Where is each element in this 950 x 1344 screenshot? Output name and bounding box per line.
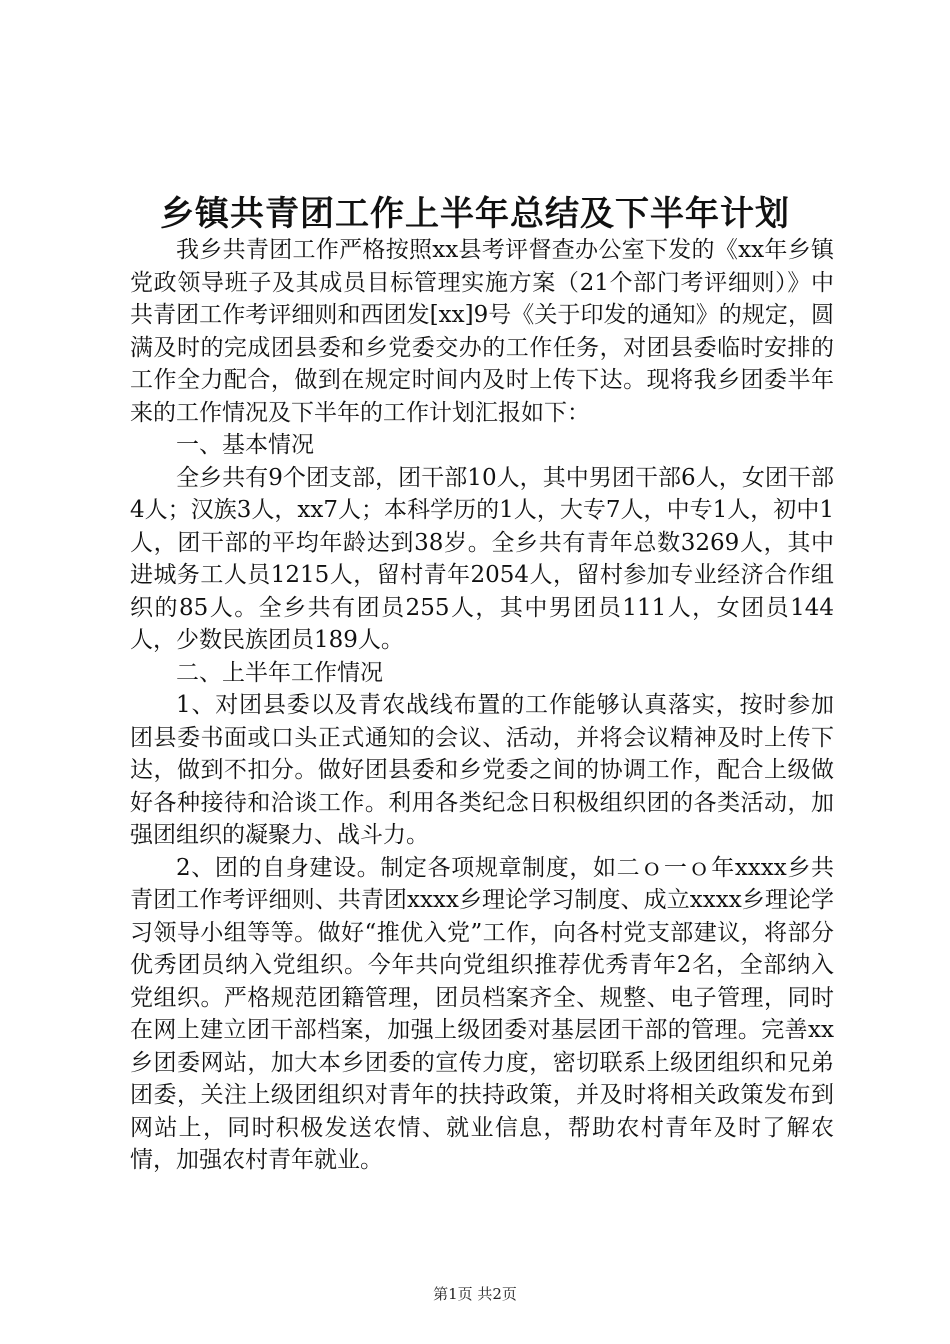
section-heading-first-half: 二、上半年工作情况 — [176, 659, 383, 686]
basic-info-paragraph: 全乡共有9个团支部，团干部10人，其中男团干部6人，女团干部4人；汉族3人，xx7人；本科学历的1人，大专7人，中专1人，初中1人，团干部的平均年龄达到38岁。全乡共有青年总数3269人，其中进城务工人员1215人，留村青年2054人，留村参加专业经济合作组织的85人。全乡共有团员255人，其中男团员111人，女团员144人，少数民族团员189人。 — [130, 464, 834, 653]
work-item-1-paragraph: 1、对团县委以及青农战线布置的工作能够认真落实，按时参加团县委书面或口头正式通知的会议、活动，并将会议精神及时上传下达，做到不扣分。做好团县委和乡党委之间的协调工作，配合上级做好各种接待和洽谈工作。利用各类纪念日积极组织团的各类活动，加强团组织的凝聚力、战斗力。 — [130, 692, 834, 848]
document-title: 乡镇共青团工作上半年总结及下半年计划 — [160, 194, 790, 234]
page-number-footer: 第1页 共2页 — [433, 1285, 517, 1303]
document-body — [130, 234, 834, 1177]
intro-paragraph: 我乡共青团工作严格按照xx县考评督查办公室下发的《xx年乡镇党政领导班子及其成员目标管理实施方案（21个部门考评细则）》中共青团工作考评细则和西团发[xx]9号《关于印发的通知》的规定，圆满及时的完成团县委和乡党委交办的工作任务，对团县委临时安排的工作全力配合，做到在规定时间内及时上传下达。现将我乡团委半年来的工作情况及下半年的工作计划汇报如下： — [130, 237, 834, 426]
work-item-2-paragraph: 2、团的自身建设。制定各项规章制度，如二ｏ一ｏ年xxxx乡共青团工作考评细则、共青团xxxx乡理论学习制度、成立xxxx乡理论学习领导小组等等。做好“推优入党”工作，向各村党支部建议，将部分优秀团员纳入党组织。今年共向党组织推荐优秀青年2名，全部纳入党组织。严格规范团籍管理，团员档案齐全、规整、电子管理，同时在网上建立团干部档案，加强上级团委对基层团干部的管理。完善xx乡团委网站，加大本乡团委的宣传力度，密切联系上级团组织和兄弟团委，关注上级团组织对青年的扶持政策，并及时将相关政策发布到网站上，同时积极发送农情、就业信息，帮助农村青年及时了解农情，加强农村青年就业。 — [130, 854, 834, 1173]
section-heading-basic: 一、基本情况 — [176, 432, 314, 458]
